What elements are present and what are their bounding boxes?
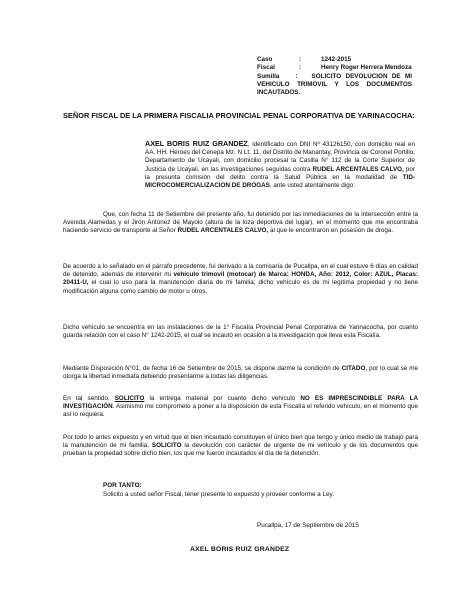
paragraph-disposition <box>63 365 418 381</box>
applicant-name: AXEL BORIS RUIZ GRANDEZ <box>145 139 248 148</box>
intro-text-b: por la presunta comisión del delito contra la Salud Pública en la modalidad de <box>145 165 415 181</box>
p2-name: RUDEL ARCENTALES CALVO, <box>177 227 269 235</box>
intro-text-a: , identificado con DNI Nº 43126150, con domicilio real en AA. HH. Héroes del Cenepa Mz. N Lt. 11, del Distrito de Manantay, Provincia de Coronel Portillo, Departamento de Ucayali, con domicilio procesal la Casilla N° 112 de la Corte Superior de Justicia de Ucayali, en las investigaciones seguidas contra <box>145 141 415 173</box>
fiscal-value: Henry Roger Herrera Mendoza <box>321 64 412 72</box>
intro-paragraph <box>145 140 415 190</box>
fiscal-row <box>257 64 417 72</box>
intro-text-c: , ante usted atentamente digo: <box>269 182 355 190</box>
addressee-title: SEÑOR FISCAL DE LA PRIMERA FISCALIA PROVINCIAL PENAL CORPORATIVA DE YARINACOCHA: <box>63 111 415 120</box>
p7-text-a: Por todo lo antes expuesto y en virtud que el bien incautado constituyen el único bien que tengo y único medio de trabajo para la manutención de mi familia, <box>63 434 418 450</box>
p6-text-c: . Asimismo me comprometo a poner a la disposición de esta Fiscalía el referido vehículo, en el momento que así lo requiera. <box>63 403 418 419</box>
paragraph-conclusion <box>63 434 418 459</box>
p6-text-b: la entrega material por cuanto dicho vehículo <box>144 395 301 402</box>
p7-text-b: la devolución con carácter de urgente de mi vehículo y de los documentos que prueban la propiedad sobre dicho bien, los que me fueron incautados el día de la detención. <box>63 442 418 458</box>
p7-solicito: SOLICITO <box>151 442 182 450</box>
caso-label: Caso <box>257 56 273 63</box>
p5-text-a: Mediante Disposición N°01, de fecha 16 de Setiembre de 2015, se dispone darme la condición de <box>63 365 342 372</box>
crime-name: TID-MICROCOMERCIALIZACION DE DROGAS <box>145 173 415 190</box>
caso-value: 1242-2015 <box>321 56 352 63</box>
sumilla-colon: : <box>295 72 298 80</box>
document-date: Pucallpa, 17 de Septiembre de 2015 <box>257 522 359 529</box>
caso-colon: : <box>299 56 302 63</box>
caso-row <box>257 56 417 64</box>
p6-text-a: En tal sentido, <box>63 395 115 402</box>
p6-solicito: SOLICITO <box>114 395 145 402</box>
citado-status: CITADO <box>341 365 366 372</box>
p6-emphasis: NO ES IMPRESCINDIBLE PARA LA INVESTIGACIÓN <box>63 395 418 411</box>
sumilla-row <box>257 73 412 98</box>
sumilla-label: Sumilla <box>257 72 280 80</box>
p2-text-b: al que le encontraron en posesión de droga. <box>268 227 394 235</box>
p2-text-a: Que, con fecha 11 de Setiembre del presente año, fui detenido por las inmediaciones de la intersección entre la Avenida Alamedas y el Jirón Antúnez de Mayolo (altura de la loza deportiva del lugar), en el momento que me encontraba haciendo servicio de transporte al Señor <box>63 211 418 235</box>
p5-text-b: , por lo cual se me otorga la libertad inmediata debiendo presentarme a todas las diligencias. <box>63 365 419 381</box>
case-header <box>257 56 417 97</box>
signature-name: AXEL BORIS RUIZ GRANDEZ <box>190 546 290 553</box>
paragraph-detention <box>63 211 418 236</box>
fiscal-colon: : <box>299 64 302 72</box>
closing-text: Solicito a usted señor Fiscal, tener presente lo expuesto y proveer conforme a Ley. <box>103 491 334 498</box>
paragraph-location: Dicho vehículo se encuentra en las instalaciones de la 1° Fiscalía Provincial Penal Corporativa de Yarinacocha, por cuanto guarda relación con el caso N° 1242-2015, el cual se incautó en ocasión a la investigación que lleva esta Fiscalía. <box>63 324 418 340</box>
p3-text-b: el cual lo uso para la manutención diaria de mi familia; dicho vehículo es de mi legítima propiedad y no tiene modificación alguna como cambio de motor u otros. <box>63 279 418 295</box>
paragraph-vehicle <box>63 263 418 296</box>
sumilla-value: SOLICITO DEVOLUCION DE MI VEHICULO TRIMOVIL Y LOS DOCUMENTOS INCAUTADOS. <box>257 72 412 97</box>
paragraph-request <box>63 395 418 420</box>
closing-label: POR TANTO: <box>103 482 142 489</box>
accused-name: RUDEL ARCENTALES CALVO, <box>312 165 404 173</box>
p3-text-a: De acuerdo a lo señalado en el párrafo precedente, fui derivado a la comisaría de Pucallpa, en el cual estuve 6 días en calidad de detenido, además de intervenir mi <box>63 263 418 279</box>
fiscal-label: Fiscal <box>257 64 275 72</box>
vehicle-description: vehículo trimovil (motocar) de Marca: HONDA, Año: 2012, Color: AZUL, Placas: 20411-U, <box>63 271 418 287</box>
